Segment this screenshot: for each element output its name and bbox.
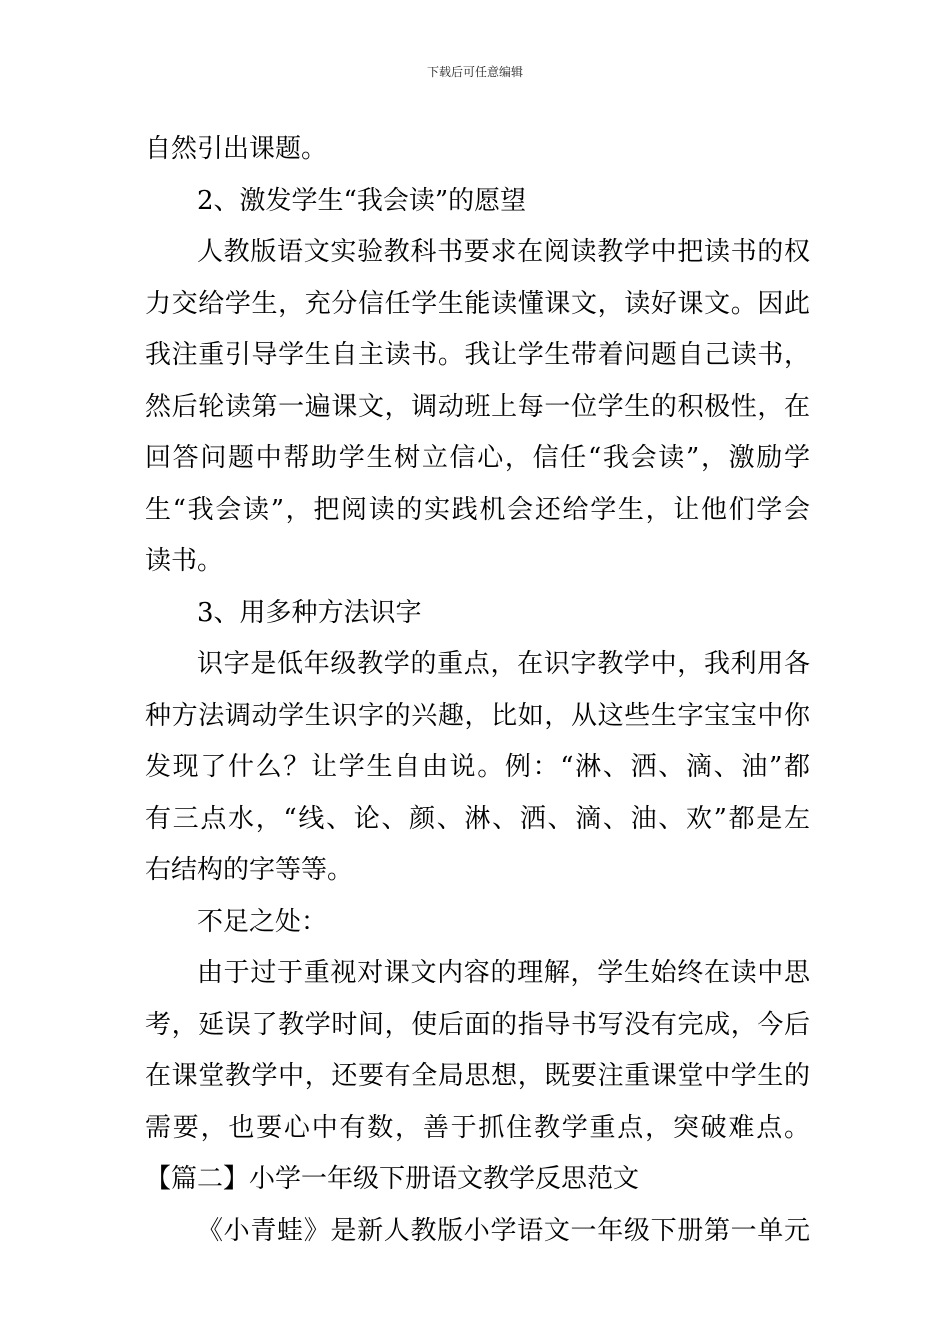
text-line: 生“我会读”，把阅读的实践机会还给学生，让他们学会 xyxy=(145,494,810,525)
document-body xyxy=(145,124,810,1257)
section-heading: 不足之处： xyxy=(197,906,328,937)
text-line: 考，延误了教学时间，使后面的指导书写没有完成，今后 xyxy=(145,1009,810,1040)
text-line: 识字是低年级教学的重点，在识字教学中，我利用各 xyxy=(197,649,810,679)
text-line: 发现了什么？让学生自由说。例：“淋、洒、滴、油”都 xyxy=(145,752,810,782)
text-line: 有三点水，“线、论、颜、淋、洒、滴、油、欢”都是左 xyxy=(145,803,810,834)
text-line: 回答问题中帮助学生树立信心，信任“我会读”，激励学 xyxy=(145,443,810,473)
section-heading: 2、激发学生“我会读”的愿望 xyxy=(197,185,527,216)
text-line: 由于过于重视对课文内容的理解，学生始终在读中思 xyxy=(197,958,810,988)
text-line: 在课堂教学中，还要有全局思想，既要注重课堂中学生的 xyxy=(145,1061,810,1091)
text-line: 我注重引导学生自主读书。我让学生带着问题自己读书， xyxy=(145,340,810,370)
text-line: 读书。 xyxy=(145,546,224,576)
text-line: 需要，也要心中有数，善于抓住教学重点，突破难点。 xyxy=(145,1112,810,1143)
text-line: 自然引出课题。 xyxy=(145,134,328,164)
text-line: 人教版语文实验教科书要求在阅读教学中把读书的权 xyxy=(197,237,810,267)
text-line: 力交给学生，充分信任学生能读懂课文，读好课文。因此 xyxy=(145,288,810,319)
article-title: 【篇二】小学一年级下册语文教学反思范文 xyxy=(145,1164,640,1194)
text-line: 然后轮读第一遍课文，调动班上每一位学生的积极性，在 xyxy=(145,391,810,422)
text-line: 《小青蛙》是新人教版小学语文一年级下册第一单元 xyxy=(197,1215,810,1246)
text-line: 种方法调动学生识字的兴趣，比如，从这些生字宝宝中你 xyxy=(145,700,810,731)
section-heading: 3、用多种方法识字 xyxy=(197,597,422,628)
text-line: 右结构的字等等。 xyxy=(145,855,354,885)
page-header-note: 下载后可任意编辑 xyxy=(426,65,523,79)
